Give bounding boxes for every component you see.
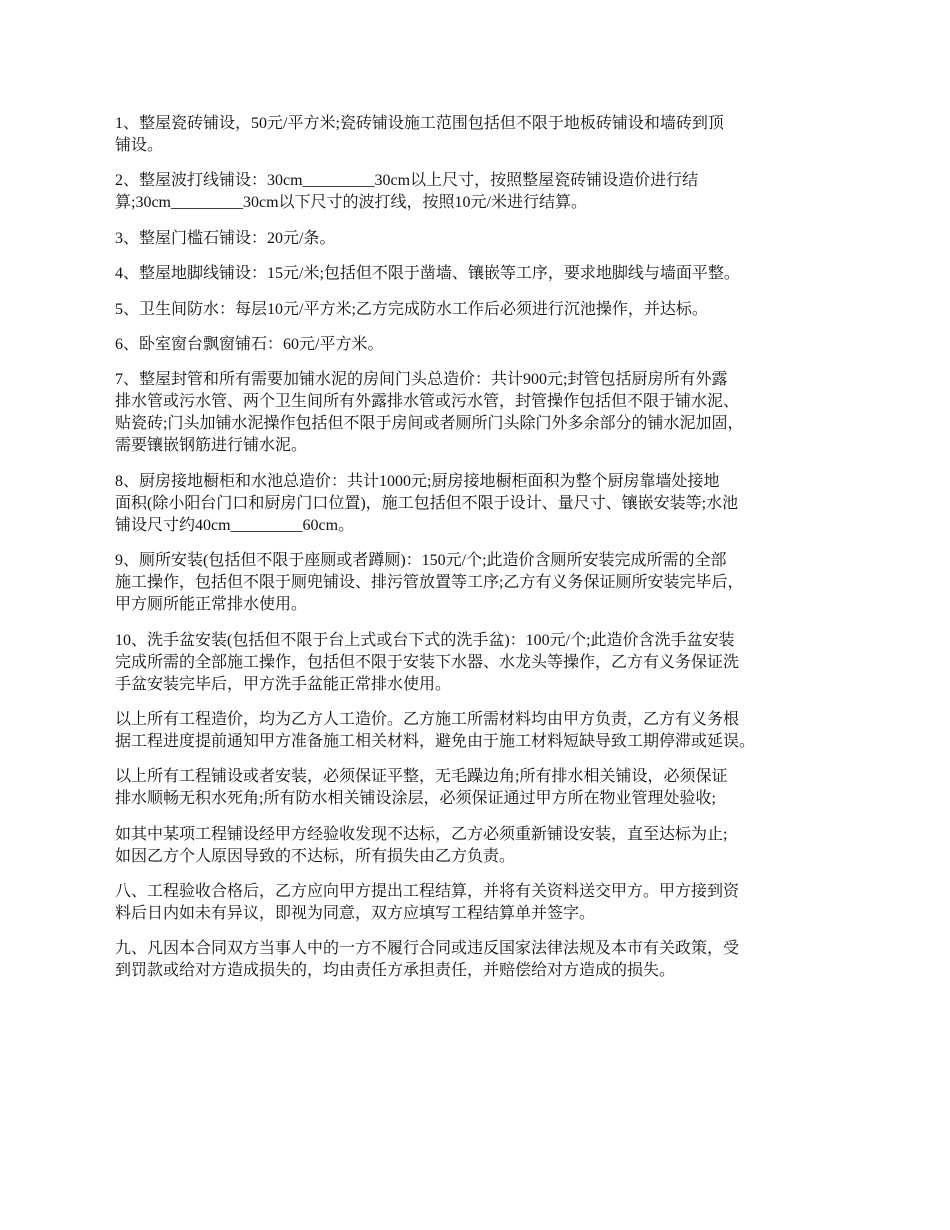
clause-rework: 如其中某项工程铺设经甲方经验收发现不达标，乙方必须重新铺设安装，直至达标为止; 如因乙方个人原因导致的不达标，所有损失由乙方负责。 xyxy=(115,825,728,865)
section-nine-liability: 九、凡因本合同双方当事人中的一方不履行合同或违反国家法律法规及本市有关政策，受 到罚款或给对方造成损失的，均由责任方承担责任，并赔偿给对方造成的损失。 xyxy=(115,940,740,980)
clause-threshold-stone: 3、整屋门槛石铺设：20元/条。 xyxy=(115,229,336,247)
clause-washbasin-install: 10、洗手盆安装(包括但不限于台上式或台下式的洗手盆)：100元/个;此造价含洗手盆安装 完成所需的全部施工操作，包括但不限于安装下水器、水龙头等操作，乙方有义务保证洗 手盆安装完毕后，甲方洗手盆能正常排水使用。 xyxy=(115,631,740,693)
section-eight-settlement: 八、工程验收合格后，乙方应向甲方提出工程结算，并将有关资料送交甲方。甲方接到资 料后日内如未有异议，即视为同意，双方应填写工程结算单并签字。 xyxy=(115,883,740,923)
clause-window-sill: 6、卧室窗台飘窗铺石：60元/平方米。 xyxy=(115,335,384,353)
clause-toilet-install: 9、厕所安装(包括但不限于座厕或者蹲厕)：150元/个;此造价含厕所安装完成所需的全部 施工操作，包括但不限于厕兜铺设、排污管放置等工序;乙方有义务保证厕所安装完毕后， 甲方厕所能正常排水使用。 xyxy=(115,552,744,614)
clause-pipe-sealing: 7、整屋封管和所有需要加铺水泥的房间门头总造价：共计900元;封管包括厨房所有外露 排水管或污水管、两个卫生间所有外露排水管或污水管，封管操作包括但不限于铺水泥、 贴瓷砖;门头加铺水泥操作包括但不限于房间或者厕所门头除门外多余部分的铺水泥加固， 需要镶嵌钢筋进行铺水泥。 xyxy=(115,371,744,455)
document-body xyxy=(115,113,855,996)
clause-bathroom-waterproof: 5、卫生间防水：每层10元/平方米;乙方完成防水工作后必须进行沉池操作，并达标。 xyxy=(115,300,708,318)
clause-labor-cost: 以上所有工程造价，均为乙方人工造价。乙方施工所需材料均由甲方负责，乙方有义务根 据工程进度提前通知甲方准备施工相关材料，避免由于施工材料短缺导致工期停滞或延误。 xyxy=(115,710,756,750)
clause-kitchen-cabinet: 8、厨房接地橱柜和水池总造价：共计1000元;厨房接地橱柜面积为整个厨房靠墙处接地 面积(除小阳台门口和厨房门口位置)，施工包括但不限于设计、量尺寸、镶嵌安装等;水池 铺设尺寸约40cm_________60cm。 xyxy=(115,472,739,534)
clause-quality-requirements: 以上所有工程铺设或者安装，必须保证平整，无毛躁边角;所有排水相关铺设，必须保证 排水顺畅无积水死角;所有防水相关铺设涂层，必须保证通过甲方所在物业管理处验收; xyxy=(115,768,728,808)
clause-border-line: 2、整屋波打线铺设：30cm_________30cm以上尺寸，按照整屋瓷砖铺设造价进行结 算;30cm_________30cm以下尺寸的波打线，按照10元/米进行结算。 xyxy=(115,172,699,212)
clause-skirting-line: 4、整屋地脚线铺设：15元/米;包括但不限于凿墙、镶嵌等工序，要求地脚线与墙面平整。 xyxy=(115,265,740,283)
clause-tile-laying: 1、整屋瓷砖铺设，50元/平方米;瓷砖铺设施工范围包括但不限于地板砖铺设和墙砖到顶 铺设。 xyxy=(115,115,724,154)
